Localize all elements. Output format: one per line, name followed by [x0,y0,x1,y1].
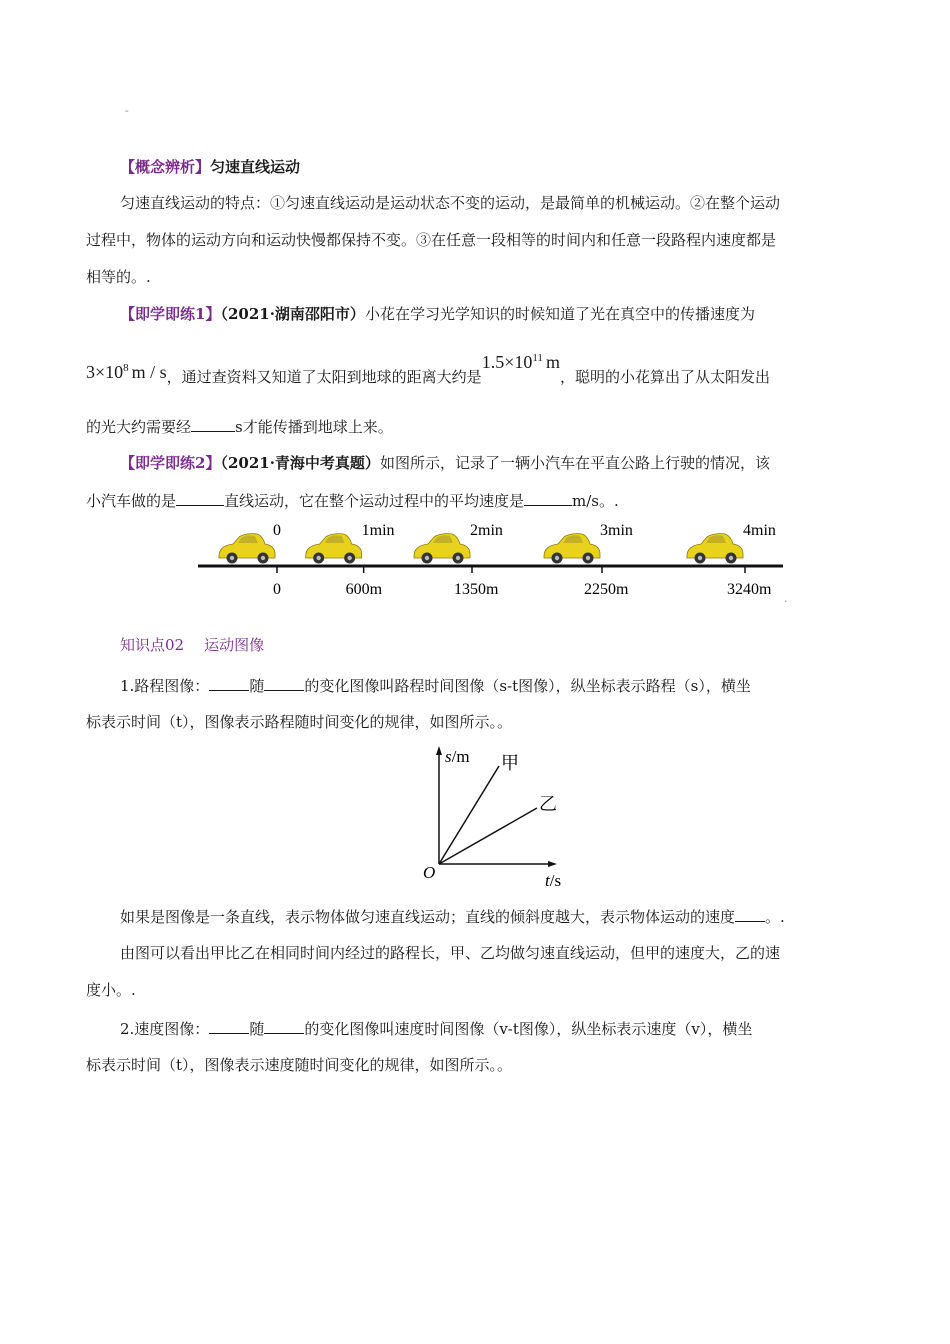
concept-tag: 【概念辨析】 [120,158,211,176]
exercise-1-line-3: 的光大约需要经 s才能传播到地球上来。 [86,418,393,436]
series-label-jia: 甲 [501,753,519,773]
knowledge-point-label: 知识点02 [120,636,185,654]
car-icon [219,534,275,564]
knowledge-point-heading [120,635,264,655]
concept-line-2: 过程中，物体的运动方向和运动快慢都保持不变。③在任意一段相等的时间内和任意一段路程内速度都是 [86,231,777,249]
exercise-1-text-1: 小花在学习光学知识的时候知道了光在真空中的传播速度为 [364,305,755,323]
x-axis-label: t/s [545,871,562,890]
x-axis-arrow [548,861,557,867]
concept-line-3: 相等的。. [86,268,151,286]
top-mark: - [125,104,129,117]
vt-line-1: 2.速度图像： 随 的变化图像叫速度时间图像（v-t图像），纵坐标表示速度（v），横坐 [120,1020,753,1038]
time-label: 3min [600,522,633,539]
car-icon [414,534,470,564]
after-line-2: 由图可以看出甲比乙在相同时间内经过的路程长，甲、乙均做匀速直线运动，但甲的速度大，乙的速 [120,944,781,962]
time-label: 4min [743,522,776,539]
st-line-2: 标表示时间（t），图像表示路程随时间变化的规律，如图所示。。 [86,713,513,731]
origin-label: O [423,863,436,882]
exercise-2-text-1: 如图所示，记录了一辆小汽车在平直公路上行驶的情况，该 [379,454,770,472]
answer-blank[interactable] [524,490,572,506]
vt-line-2: 标表示时间（t），图像表示速度随时间变化的规律，如图所示。。 [86,1056,513,1074]
st-line-1: 1.路程图像： 随 的变化图像叫路程时间图像（s-t图像），纵坐标表示路程（s），横坐 [120,677,751,695]
answer-blank[interactable] [264,1018,304,1034]
line-yi [439,808,537,864]
exercise-1-source: （2021·湖南邵阳市） [220,305,365,323]
knowledge-point-title: 运动图像 [204,636,265,654]
car-motion-figure [195,515,795,605]
concept-line-1: 匀速直线运动的特点：①匀速直线运动是运动状态不变的运动，是最简单的机械运动。②在整个运动 [120,194,781,212]
light-speed-value: $3\times 10^8$ m / s [86,362,167,382]
concept-heading [120,157,300,177]
answer-blank[interactable] [176,490,224,506]
car-icon [687,534,743,564]
exercise-1-tag: 【即学即练1】 [120,305,221,323]
distance-label: 2250m [584,581,629,598]
answer-blank[interactable] [264,675,304,691]
time-label: 0 [273,522,281,539]
distance-label: 0 [273,581,281,598]
answer-blank[interactable] [209,675,249,691]
exercise-1-text-2: ，通过查资料又知道了太阳到地球的距离大约是 [166,368,482,386]
answer-blank[interactable] [735,906,765,922]
answer-blank[interactable] [209,1018,249,1034]
after-line-3: 度小。. [86,981,136,999]
y-axis-arrow [436,746,442,755]
exercise-1-text-3: ，聪明的小花算出了从太阳发出 [559,368,770,386]
time-label: 2min [470,522,503,539]
concept-title: 匀速直线运动 [210,158,301,176]
exercise-2-tag: 【即学即练2】 [120,454,221,472]
exercise-2-line-2: 小汽车做的是 直线运动，它在整个运动过程中的平均速度是 m/s。. [86,492,619,510]
after-line-1: 如果是图像是一条直线，表示物体做匀速直线运动；直线的倾斜度越大，表示物体运动的速度 。. [120,908,785,926]
distance-label: 1350m [454,581,499,598]
exercise-1-line-2 [86,352,770,386]
exercise-1-line-1 [120,304,755,324]
series-label-yi: 乙 [539,794,557,814]
answer-blank[interactable] [191,416,235,432]
exercise-2-line-1 [120,453,770,473]
y-axis-label: s/m [445,747,470,766]
distance-label: 600m [345,581,383,598]
line-jia [439,766,499,864]
distance-label: 3240m [727,581,772,598]
exercise-2-source: （2021·青海中考真题） [220,454,380,472]
st-graph [415,742,585,892]
car-icon [544,534,600,564]
time-label: 1min [361,522,395,539]
car-icon [306,534,362,564]
sun-distance-value: $1.5\times 10^{11}$ m [481,352,560,372]
